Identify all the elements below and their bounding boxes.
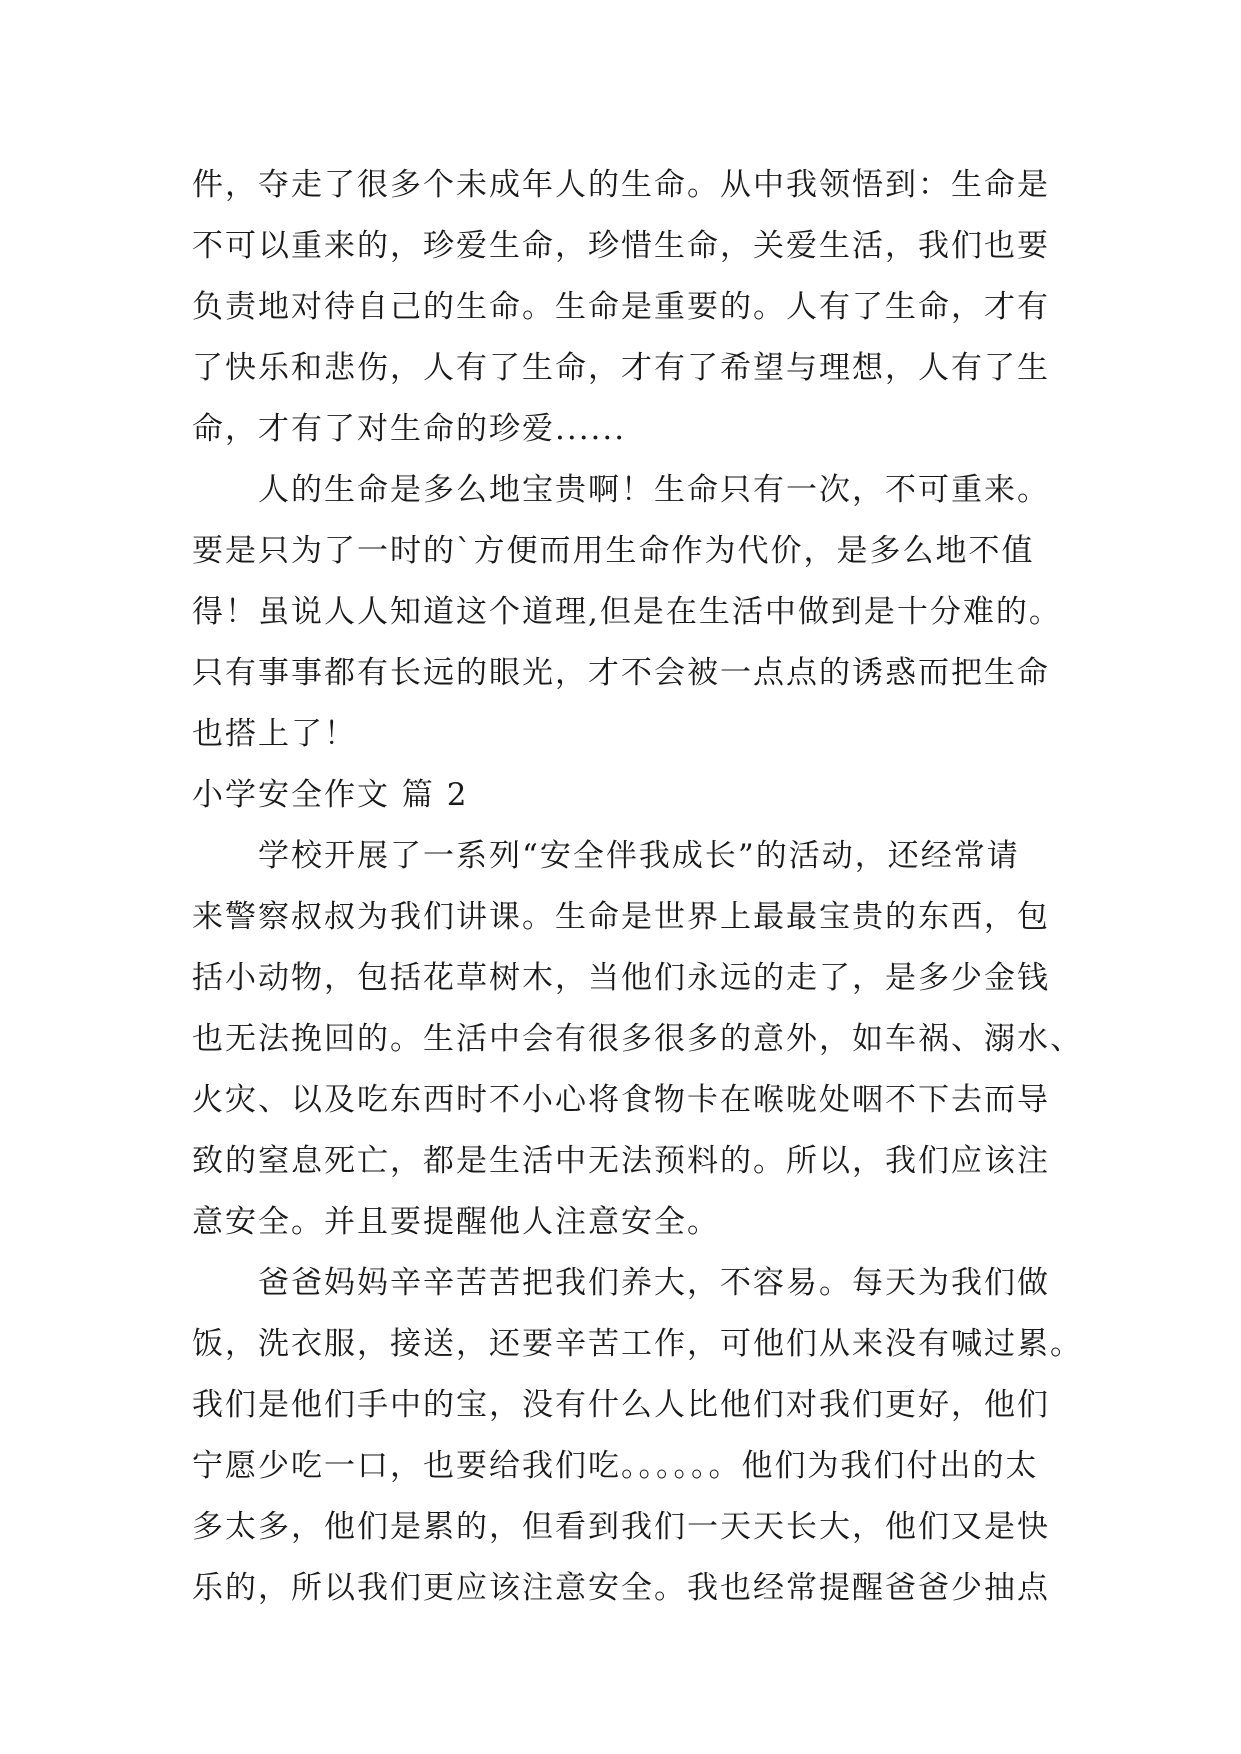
text-line: 了快乐和悲伤，人有了生命，才有了希望与理想，人有了生: [192, 350, 1050, 386]
paragraph-first-line: 人的生命是多么地宝贵啊！生命只有一次，不可重来。: [258, 472, 1050, 508]
text-line: 不可以重来的，珍爱生命，珍惜生命，关爱生活，我们也要: [192, 228, 1050, 264]
paragraph-first-line: 学校开展了一系列“安全伴我成长”的活动，还经常请: [258, 838, 1020, 874]
text-line: 致的窒息死亡，都是生活中无法预料的。所以，我们应该注: [192, 1143, 1050, 1179]
text-line: 负责地对待自己的生命。生命是重要的。人有了生命，才有: [192, 289, 1050, 325]
text-line: 火灾、以及吃东西时不小心将食物卡在喉咙处咽不下去而导: [192, 1082, 1050, 1118]
text-line: 饭，洗衣服，接送，还要辛苦工作，可他们从来没有喊过累。: [192, 1326, 1083, 1362]
text-line: 件，夺走了很多个未成年人的生命。从中我领悟到：生命是: [192, 167, 1050, 203]
text-line: 得！虽说人人知道这个道理,但是在生活中做到是十分难的。: [192, 594, 1062, 630]
paragraph-first-line: 爸爸妈妈辛辛苦苦把我们养大，不容易。每天为我们做: [258, 1265, 1050, 1301]
text-line: 只有事事都有长远的眼光，才不会被一点点的诱惑而把生命: [192, 655, 1050, 691]
text-line: 宁愿少吃一口，也要给我们吃。。。。。。他们为我们付出的太: [192, 1448, 1039, 1484]
text-line: 括小动物，包括花草树木，当他们永远的走了，是多少金钱: [192, 960, 1050, 996]
text-line: 要是只为了一时的`方便而用生命作为代价，是多么地不值: [192, 533, 1035, 569]
text-line: 来警察叔叔为我们讲课。生命是世界上最最宝贵的东西，包: [192, 899, 1050, 935]
section-heading: 小学安全作文 篇 2: [192, 777, 469, 813]
text-line: 乐的，所以我们更应该注意安全。我也经常提醒爸爸少抽点: [192, 1570, 1050, 1606]
text-line: 命，才有了对生命的珍爱......: [192, 411, 627, 447]
text-line: 我们是他们手中的宝，没有什么人比他们对我们更好，他们: [192, 1387, 1050, 1423]
text-line: 也无法挽回的。生活中会有很多很多的意外，如车祸、溺水、: [192, 1021, 1083, 1057]
text-line: 意安全。并且要提醒他人注意安全。: [192, 1204, 720, 1240]
text-line: 也搭上了！: [192, 716, 357, 752]
text-line: 多太多，他们是累的，但看到我们一天天长大，他们又是快: [192, 1509, 1050, 1545]
